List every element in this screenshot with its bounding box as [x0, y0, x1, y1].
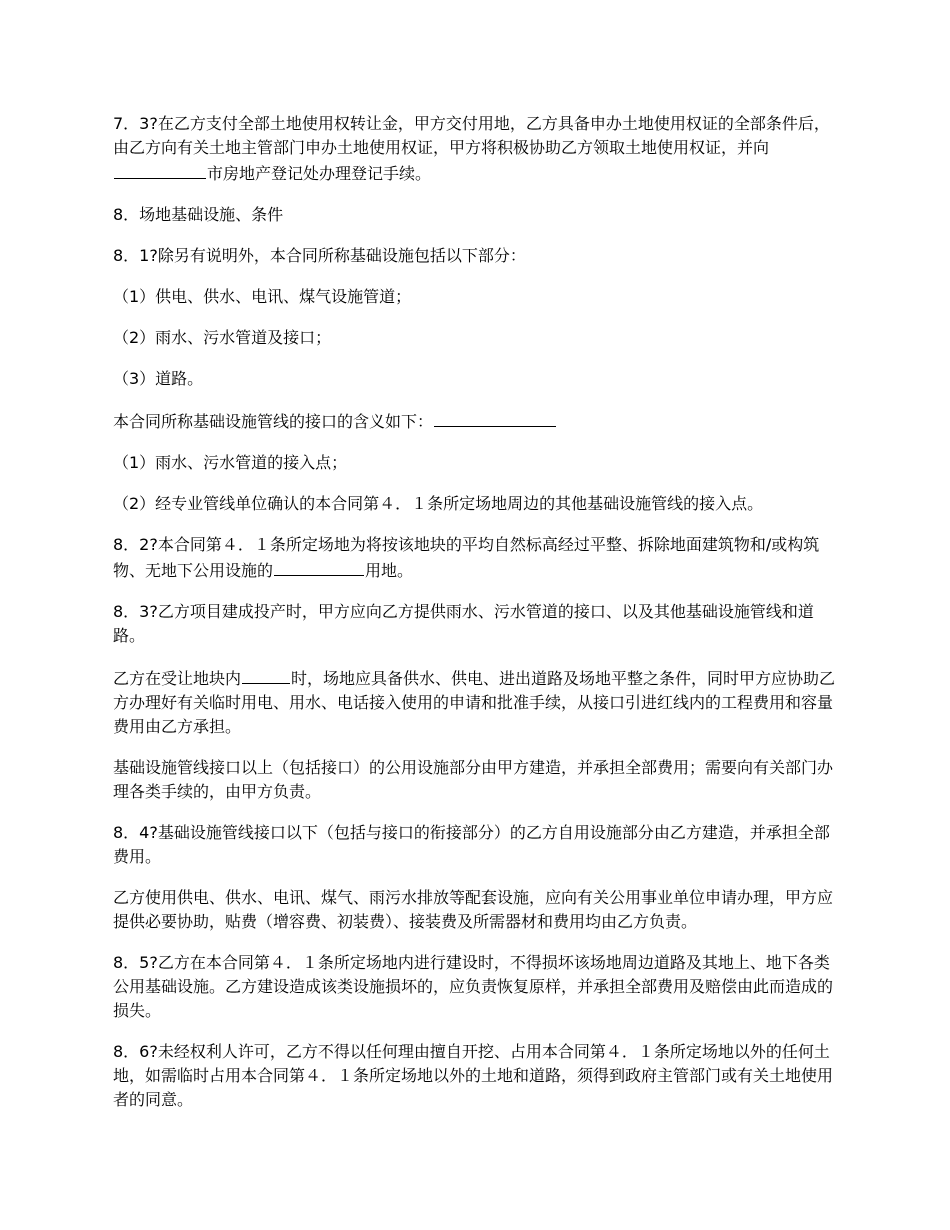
paragraph-text: 8．4?基础设施管线接口以下（包括与接口的衔接部分）的乙方自用设施部分由乙方建造，并承担全部费用。	[113, 823, 830, 866]
interface-item-1	[113, 451, 843, 475]
site-conditions-paragraph	[113, 665, 843, 739]
utilities-paragraph	[113, 886, 843, 934]
paragraph-text: （1）供电、供水、电讯、煤气设施管道；	[113, 287, 412, 306]
paragraph-text: 8．2?本合同第４．１条所定场地为将按该地块的平均自然标高经过平整、拆除地面建筑物和/或构筑物、无地下公用设施的	[113, 535, 820, 580]
list-item-2	[113, 326, 843, 350]
list-item-3	[113, 367, 843, 391]
paragraph-text: 本合同所称基础设施管线的接口的含义如下：	[113, 412, 434, 431]
interface-definition	[113, 408, 843, 434]
paragraph-text: 8．3?乙方项目建成投产时，甲方应向乙方提供雨水、污水管道的接口、以及其他基础设施管线和道路。	[113, 602, 814, 645]
paragraph-text: 8．1?除另有说明外，本合同所称基础设施包括以下部分：	[113, 246, 526, 265]
paragraph-text: 8．6?未经权利人许可，乙方不得以任何理由擅自开挖、占用本合同第４．１条所定场地以外的任何土地，如需临时占用本合同第４．１条所定场地以外的土地和道路，须得到政府主管部门或有关土地使用者的同意。	[113, 1042, 834, 1109]
paragraph-text: 8．场地基础设施、条件	[113, 205, 284, 224]
paragraph-text: 乙方使用供电、供水、电讯、煤气、雨污水排放等配套设施，应向有关公用事业单位申请办理，甲方应提供必要协助，贴费（增容费、初装费）、接装费及所需器材和费用均由乙方负责。	[113, 888, 834, 931]
paragraph-8-6	[113, 1040, 843, 1112]
list-item-1	[113, 285, 843, 309]
interface-item-2	[113, 492, 843, 516]
fill-in-blank	[242, 665, 290, 684]
paragraph-text: （1）雨水、污水管道的接入点；	[113, 453, 348, 472]
paragraph-text: （3）道路。	[113, 369, 204, 388]
paragraph-text: （2）经专业管线单位确认的本合同第４．１条所定场地周边的其他基础设施管线的接入点。	[113, 494, 764, 513]
fill-in-blank	[274, 557, 364, 576]
paragraph-text: （2）雨水、污水管道及接口；	[113, 328, 332, 347]
fill-in-blank	[114, 160, 206, 179]
paragraph-8-5	[113, 951, 843, 1023]
paragraph-8-1	[113, 244, 843, 268]
paragraph-text: 7．3?在乙方支付全部土地使用权转让金，甲方交付用地，乙方具备申办土地使用权证的全部条件后，由乙方向有关土地主管部门申办土地使用权证，甲方将积极协助乙方领取土地使用权证，并向	[113, 114, 830, 157]
paragraph-8-4	[113, 821, 843, 869]
paragraph-8-3	[113, 600, 843, 648]
paragraph-text: 用地。	[365, 561, 414, 580]
public-facilities-paragraph	[113, 756, 843, 804]
paragraph-8-2	[113, 533, 843, 583]
paragraph-text: 市房地产登记处办理登记手续。	[207, 164, 432, 183]
paragraph-text: 8．5?乙方在本合同第４．１条所定场地内进行建设时，不得损坏该场地周边道路及其地上、地下各类公用基础设施。乙方建设造成该类设施损坏的，应负责恢复原样，并承担全部费用及赔偿由此而造成的损失。	[113, 953, 834, 1020]
fill-in-blank	[434, 408, 556, 427]
paragraph-text: 时，场地应具备供水、供电、进出道路及场地平整之条件，同时甲方应协助乙方办理好有关临时用电、用水、电话接入使用的申请和批准手续，从接口引进红线内的工程费用和容量费用由乙方承担。	[113, 669, 836, 736]
contract-document	[113, 112, 843, 1129]
paragraph-text: 基础设施管线接口以上（包括接口）的公用设施部分由甲方建造，并承担全部费用；需要向有关部门办理各类手续的，由甲方负责。	[113, 758, 834, 801]
section-heading-8	[113, 203, 843, 227]
paragraph-7-3	[113, 112, 843, 186]
paragraph-text: 乙方在受让地块内	[113, 669, 242, 688]
